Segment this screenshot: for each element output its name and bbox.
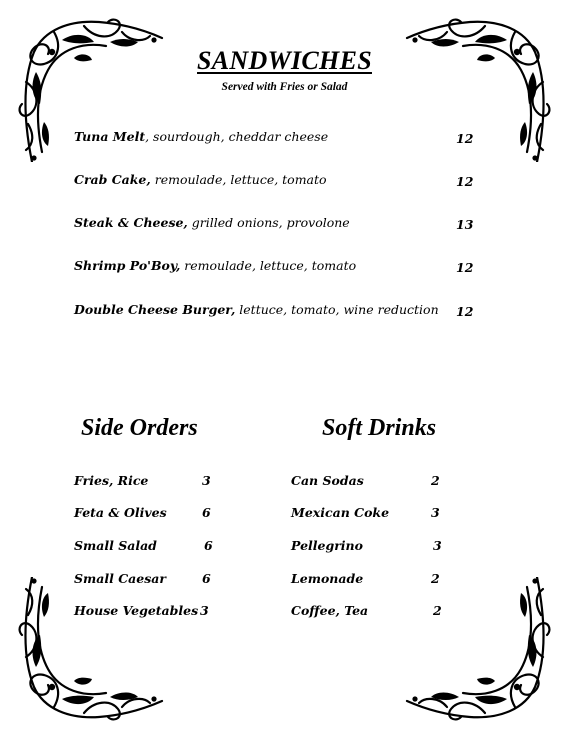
corner-flourish-bottom-right (405, 577, 555, 727)
item-price: 2 (431, 473, 440, 488)
item-name: Small Salad (74, 538, 157, 553)
item-description: lettuce, tomato, wine reduction (235, 302, 439, 317)
soft-drink-item (291, 473, 451, 489)
sandwiches-title: SANDWICHES (197, 46, 372, 75)
item-price: 2 (431, 571, 440, 586)
menu-item-sandwich (74, 129, 474, 147)
item-price: 12 (456, 174, 474, 189)
item-price: 3 (433, 538, 442, 553)
item-description: , sourdough, cheddar cheese (145, 129, 329, 144)
item-name: Crab Cake, (74, 172, 151, 187)
soft-drink-item (291, 505, 451, 521)
item-price: 6 (202, 505, 211, 520)
menu-item-sandwich (74, 215, 474, 233)
item-price: 3 (202, 473, 211, 488)
item-name: Fries, Rice (74, 473, 149, 488)
item-name: Mexican Coke (291, 505, 390, 520)
soft-drink-item (291, 603, 451, 619)
item-name: Small Caesar (74, 571, 166, 586)
side-order-item (74, 571, 224, 587)
side-order-item (74, 538, 224, 554)
sandwiches-subtitle: Served with Fries or Salad (221, 81, 348, 93)
item-price: 3 (431, 505, 440, 520)
item-price: 13 (456, 217, 474, 232)
soft-drink-item (291, 571, 451, 587)
soft-drinks-title: Soft Drinks (322, 415, 437, 441)
corner-flourish-bottom-left (14, 577, 164, 727)
side-order-item (74, 603, 224, 619)
item-name: Shrimp Po'Boy, (74, 258, 181, 273)
item-price: 6 (204, 538, 213, 553)
item-name: Coffee, Tea (291, 603, 369, 618)
item-description: remoulade, lettuce, tomato (180, 258, 357, 273)
side-order-item (74, 505, 224, 521)
item-price: 12 (456, 260, 474, 275)
item-price: 12 (456, 304, 474, 319)
item-name: Steak & Cheese, (74, 215, 188, 230)
side-orders-title: Side Orders (81, 415, 198, 441)
item-price: 3 (200, 603, 209, 618)
menu-item-sandwich (74, 258, 474, 276)
side-order-item (74, 473, 224, 489)
item-price: 6 (202, 571, 211, 586)
item-price: 2 (433, 603, 442, 618)
item-name: Pellegrino (291, 538, 363, 553)
item-name: Double Cheese Burger, (74, 302, 236, 317)
menu-item-sandwich (74, 302, 474, 320)
item-name: House Vegetables (74, 603, 199, 618)
item-description: remoulade, lettuce, tomato (150, 172, 327, 187)
item-price: 12 (456, 131, 474, 146)
item-name: Can Sodas (291, 473, 364, 488)
menu-item-sandwich (74, 172, 474, 190)
item-name: Tuna Melt (74, 129, 146, 144)
item-name: Lemonade (291, 571, 364, 586)
soft-drink-item (291, 538, 451, 554)
item-description: grilled onions, provolone (187, 215, 350, 230)
item-name: Feta & Olives (74, 505, 167, 520)
